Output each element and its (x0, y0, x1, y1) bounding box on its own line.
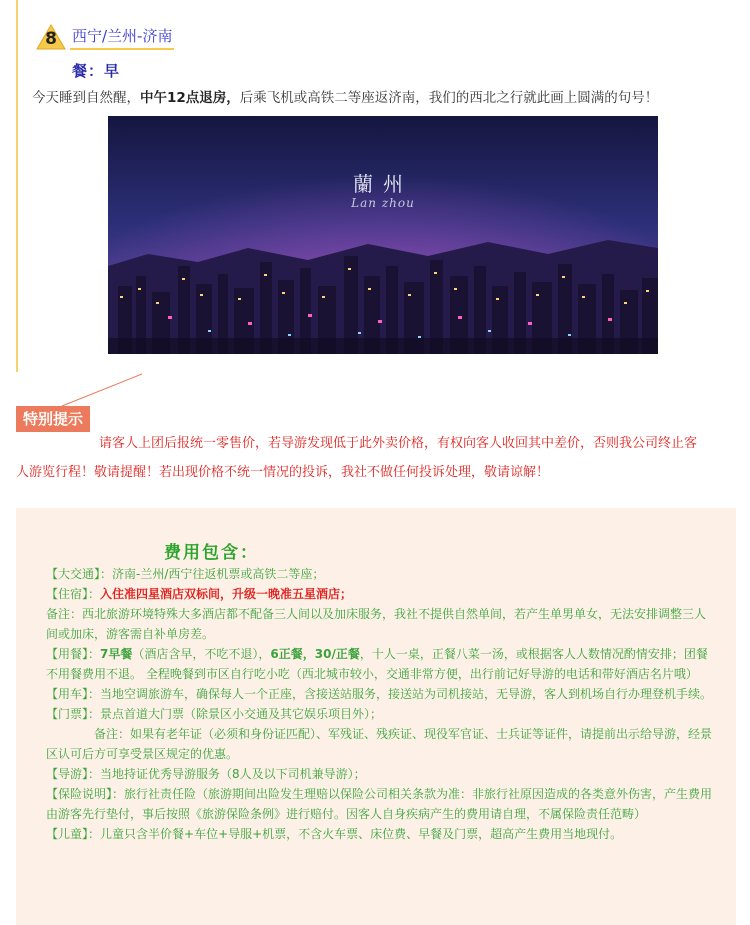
special-tip-label: 特别提示 (16, 406, 90, 432)
fee-children (46, 824, 714, 844)
special-tip-text (16, 434, 738, 482)
fee-vehicle (46, 684, 714, 704)
fee-transport-text: 济南-兰州/西宁往返机票或高铁二等座； (112, 567, 325, 581)
left-divider (16, 0, 18, 372)
fee-meals (46, 644, 714, 684)
photo-subtitle: Lan zhou (351, 196, 415, 210)
fee-hotel (46, 584, 714, 604)
photo-title: 蘭州 (353, 172, 413, 196)
itinerary-checkout: 中午12点退房， (140, 90, 240, 106)
fee-transport (46, 564, 714, 584)
tip-line-2: 人游览行程！敬请提醒！若出现价格不统一情况的投诉，我社不做任何投诉处理，敬请谅解！ (16, 465, 550, 480)
fee-meals-breakfast: 7早餐 (100, 647, 133, 661)
fee-ticket-note (46, 724, 714, 764)
fee-tickets-label: 【门票】： (46, 707, 101, 721)
fee-included-box (16, 508, 736, 925)
fee-vehicle-text: 当地空调旅游车，确保每人一个正座，含接送站服务，接送站为司机接站，无导游，客人到机场自行办理登机手续。 (100, 687, 713, 701)
fee-meals-breakfast-note: （酒店含早，不吃不退）， (132, 647, 271, 661)
fee-hotel-label: 【住宿】： (46, 587, 101, 601)
itinerary-post: 后乘飞机或高铁二等座返济南，我们的西北之行就此画上圆满的句号！ (239, 90, 659, 106)
fee-transport-label: 【大交通】： (46, 567, 113, 581)
fee-meals-label: 【用餐】： (46, 647, 101, 661)
fee-children-text: 儿童只含半价餐+车位+导服+机票，不含火车票、床位费、早餐及门票，超高产生费用当地现付。 (100, 827, 623, 841)
fee-meals-dinner: 6正餐，30/正餐 (270, 647, 360, 661)
itinerary-text (32, 86, 732, 106)
fee-guide (46, 764, 714, 784)
fee-vehicle-label: 【用车】： (46, 687, 101, 701)
fee-tickets (46, 704, 714, 724)
meal-info: 餐：早 (72, 62, 121, 80)
fee-hotel-text: 入住准四星酒店双标间，升级一晚准五星酒店； (100, 587, 353, 601)
fee-ticket-note-text: 备注：如果有老年证（必须和身份证匹配）、军残证、残疾证、现役军官证、士兵证等证件，请提前出示给导游，经景区认可后方可享受景区规定的优惠。 (46, 727, 713, 761)
day-number: 8 (45, 29, 57, 49)
fee-meals-detail: ，十人一桌，正餐八菜一汤，或根据客人人数情况酌情安排；团餐不用餐费用不退。 全程晚餐到市区自行吃小吃（西北城市较小，交通非常方便，出行前记好导游的电话和带好酒店名片哦） (46, 647, 708, 681)
fee-insurance-label: 【保险说明】： (46, 787, 125, 801)
fee-tickets-text: 景点首道大门票（除景区小交通及其它娱乐项目外）； (100, 707, 383, 721)
connector-line (60, 372, 144, 408)
day-header (36, 22, 174, 52)
fee-list (46, 564, 714, 844)
itinerary-pre: 今天睡到自然醒， (32, 90, 140, 106)
fee-insurance-text: 旅行社责任险（旅游期间出险发生理赔以保险公司相关条款为准：非旅行社原因造成的各类意外伤害，产生费用由游客先行垫付，事后按照《旅游保险条例》进行赔付。因客人自身疾病产生的费用请自理，不属保险责任范畴） (46, 787, 713, 821)
fee-insurance (46, 784, 714, 824)
city-skyline-image (108, 116, 658, 354)
lanzhou-night-photo (108, 116, 658, 354)
fee-hotel-note: 备注：西北旅游环境特殊大多酒店都不配备三人间以及加床服务，我社不提供自然单间，若产生单男单女，无法安排调整三人间或加床，游客需自补单房差。 (46, 607, 707, 641)
fee-title: 费用包含： (164, 543, 259, 563)
day-route-title: 西宁/兰州-济南 (70, 25, 174, 50)
fee-guide-label: 【导游】： (46, 767, 101, 781)
fee-children-label: 【儿童】： (46, 827, 101, 841)
fee-guide-text: 当地持证优秀导游服务（8人及以下司机兼导游）； (100, 767, 366, 781)
day-number-badge (36, 24, 66, 50)
tip-line-1: 请客人上团后报统一零售价，若导游发现低于此外卖价格，有权向客人收回其中差价，否则我公司终止客 (99, 436, 698, 451)
